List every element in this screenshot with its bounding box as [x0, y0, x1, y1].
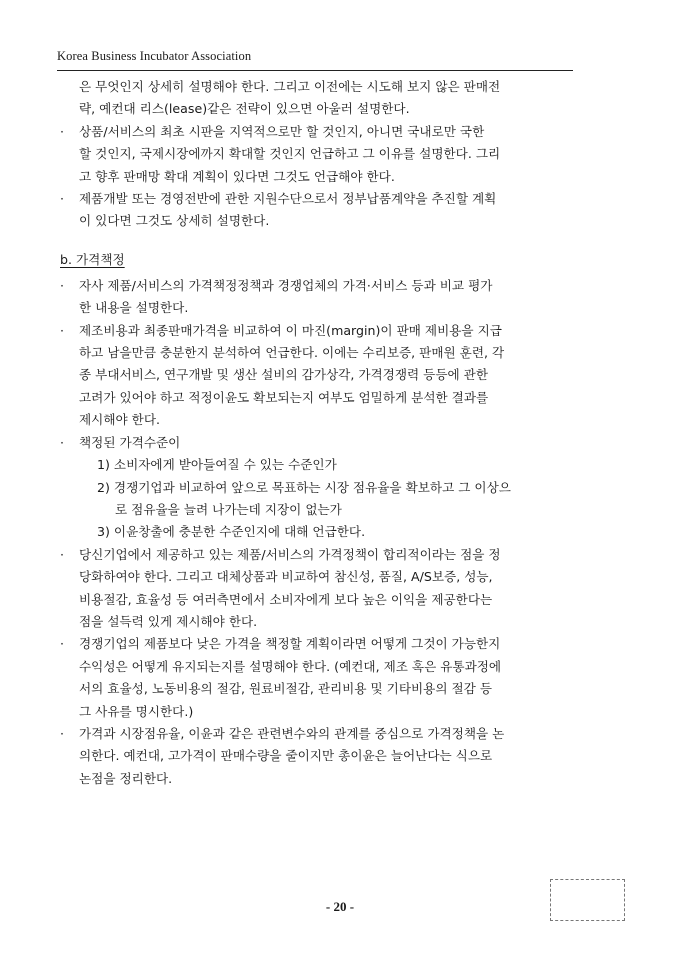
paragraph-line: 제조비용과 최종판매가격을 비교하여 이 마진(margin)이 판매 제비용을 지급	[79, 322, 502, 338]
paragraph-line: 수익성은 어떻게 유지되는지를 설명해야 한다. (예컨대, 제조 혹은 유통과정에	[79, 658, 502, 674]
bullet-paragraph	[60, 432, 578, 544]
paragraph-line: 략, 예컨대 리스(lease)같은 전략이 있으면 아울러 설명한다.	[79, 101, 410, 117]
bullet-paragraph	[60, 544, 578, 634]
page-content	[60, 76, 578, 790]
paragraph-line: 서의 효율성, 노동비용의 절감, 원료비절감, 관리비용 및 기타비용의 절감 등	[79, 681, 493, 697]
paragraph-line: 경쟁기업의 제품보다 낮은 가격을 책정할 계획이라면 어떻게 그것이 가능한지	[79, 636, 501, 652]
paragraph-line: 논점을 정리한다.	[79, 770, 173, 786]
bullet-marker: ·	[60, 322, 65, 338]
section-title: b. 가격책정	[60, 251, 125, 267]
page-number: - 20 -	[325, 899, 355, 914]
paragraph-line: 그 사유를 명시한다.)	[79, 703, 194, 719]
paragraph-line: 자사 제품/서비스의 가격책정정책과 경쟁업체의 가격·서비스 등과 비교 평가	[79, 277, 493, 293]
bullet-marker: ·	[60, 636, 65, 652]
stamp-box	[550, 879, 625, 921]
numbered-subitem	[79, 454, 578, 476]
bullet-marker: ·	[60, 546, 65, 562]
paragraph-line: 할 것인지, 국제시장에까지 확대할 것인지 언급하고 그 이유를 설명한다. 그리	[79, 146, 501, 162]
paragraph-line: 의한다. 예컨대, 고가격이 판매수량을 줄이지만 총이윤은 늘어난다는 식으로	[79, 748, 493, 764]
paragraph-line: 비용절감, 효율성 등 여러측면에서 소비자에게 보다 높은 이익을 제공한다는	[79, 591, 493, 607]
bullet-marker: ·	[60, 434, 65, 450]
paragraph-line: 종 부대서비스, 연구개발 및 생산 설비의 감가상각, 가격경쟁력 등등에 관한	[79, 367, 489, 383]
subitem-line: 1) 소비자에게 받아들여질 수 있는 수준인가	[97, 457, 337, 473]
paragraph-line: 고 향후 판매망 확대 계획이 있다면 그것도 언급해야 한다.	[79, 168, 395, 184]
subitem-line: 2) 경쟁기업과 비교하여 앞으로 목표하는 시장 점유율을 확보하고 그 이상으	[97, 479, 511, 495]
bullet-marker: ·	[60, 191, 65, 207]
document-header: Korea Business Incubator Association	[57, 49, 252, 63]
bullet-paragraph	[60, 320, 578, 432]
paragraph-line: 고려가 있어야 하고 적정이윤도 확보되는지 여부도 엄밀하게 분석한 결과를	[79, 389, 489, 405]
subitem-line: 3) 이윤창출에 충분한 수준인지에 대해 언급한다.	[97, 524, 366, 540]
paragraph-line: 책정된 가격수준이	[79, 434, 181, 450]
bullet-paragraph	[60, 275, 578, 320]
numbered-subitem	[79, 521, 578, 543]
paragraph-line: 이 있다면 그것도 상세히 설명한다.	[79, 213, 270, 229]
bullet-marker: ·	[60, 277, 65, 293]
section-items	[60, 275, 578, 790]
paragraph-line: 점을 설득력 있게 제시해야 한다.	[79, 613, 258, 629]
bullet-paragraph	[60, 121, 578, 188]
numbered-subitem	[79, 477, 578, 522]
paragraph-line: 당신기업에서 제공하고 있는 제품/서비스의 가격정책이 합리적이라는 점을 정	[79, 546, 501, 562]
paragraph-line: 하고 남을만큼 충분한지 분석하여 언급한다. 이에는 수리보증, 판매원 훈련, 각	[79, 345, 505, 361]
paragraph-line: 제시해야 한다.	[79, 412, 160, 428]
paragraph-line: 제품개발 또는 경영전반에 관한 지원수단으로서 정부납품계약을 추진할 계획	[79, 191, 497, 207]
paragraph-line: 가격과 시장점유율, 이윤과 같은 관련변수와의 관계를 중심으로 가격정책을 논	[79, 725, 505, 741]
paragraph-line: 당화하여야 한다. 그리고 대체상품과 비교하여 참신성, 품질, A/S보증, 성능,	[79, 569, 493, 585]
bullet-paragraph	[60, 76, 578, 121]
paragraph-line: 한 내용을 설명한다.	[79, 300, 189, 316]
bullet-paragraph	[60, 188, 578, 233]
paragraph-line: 상품/서비스의 최초 시판을 지역적으로만 할 것인지, 아니면 국내로만 국한	[79, 123, 485, 139]
paragraph-line: 은 무엇인지 상세히 설명해야 한다. 그리고 이전에는 시도해 보지 않은 판매전	[79, 79, 501, 94]
intro-block	[60, 76, 578, 233]
bullet-marker: ·	[60, 123, 65, 139]
subitem-line: 로 점유율을 늘려 나가는데 지장이 없는가	[115, 501, 342, 517]
bullet-paragraph	[60, 723, 578, 790]
header-rule	[57, 70, 573, 71]
bullet-marker: ·	[60, 725, 65, 741]
bullet-paragraph	[60, 633, 578, 723]
